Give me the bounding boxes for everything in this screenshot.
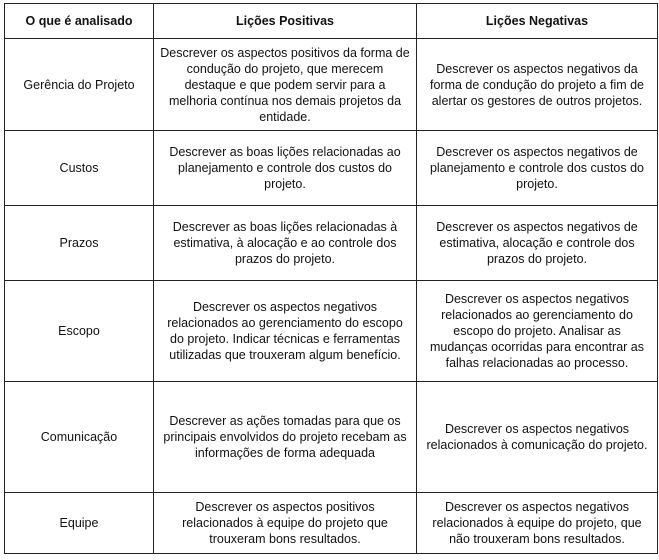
row-aspect: Comunicação: [5, 382, 154, 493]
table-row: [5, 382, 658, 493]
header-aspect: O que é analisado: [5, 4, 154, 39]
table-row: [5, 206, 658, 281]
row-aspect: Gerência do Projeto: [5, 39, 154, 131]
row-negative: Descrever os aspectos negativos relacionados à comunicação do projeto.: [417, 382, 658, 493]
lessons-learned-table: [4, 3, 658, 554]
row-positive: Descrever os aspectos negativos relacionados ao gerenciamento do escopo do projeto. Indicar técnicas e ferramentas utilizadas que trouxeram algum benefício.: [154, 281, 417, 382]
row-negative: Descrever os aspectos negativos de estimativa, alocação e controle dos prazos do projeto.: [417, 206, 658, 281]
row-aspect: Prazos: [5, 206, 154, 281]
row-negative: Descrever os aspectos negativos da forma de condução do projeto a fim de alertar os gestores de outros projetos.: [417, 39, 658, 131]
table-row: [5, 39, 658, 131]
row-negative: Descrever os aspectos negativos de planejamento e controle dos custos do projeto.: [417, 131, 658, 206]
header-negative-lessons: Lições Negativas: [417, 4, 658, 39]
table-row: [5, 493, 658, 554]
header-row: [5, 4, 658, 39]
row-positive: Descrever as boas lições relacionadas à estimativa, à alocação e ao controle dos prazos do projeto.: [154, 206, 417, 281]
row-aspect: Custos: [5, 131, 154, 206]
row-negative: Descrever os aspectos negativos relacionados à equipe do projeto, que não trouxeram bons resultados.: [417, 493, 658, 554]
table-row: [5, 131, 658, 206]
row-positive: Descrever as ações tomadas para que os principais envolvidos do projeto recebam as informações de forma adequada: [154, 382, 417, 493]
header-positive-lessons: Lições Positivas: [154, 4, 417, 39]
row-positive: Descrever as boas lições relacionadas ao planejamento e controle dos custos do projeto.: [154, 131, 417, 206]
row-aspect: Equipe: [5, 493, 154, 554]
table-row: [5, 281, 658, 382]
row-positive: Descrever os aspectos positivos relacionados à equipe do projeto que trouxeram bons resultados.: [154, 493, 417, 554]
row-negative: Descrever os aspectos negativos relacionados ao gerenciamento do escopo do projeto. Analisar as mudanças ocorridas para encontrar as falhas relacionadas ao processo.: [417, 281, 658, 382]
row-aspect: Escopo: [5, 281, 154, 382]
row-positive: Descrever os aspectos positivos da forma de condução do projeto, que merecem destaque e que podem servir para a melhoria contínua nos demais projetos da entidade.: [154, 39, 417, 131]
